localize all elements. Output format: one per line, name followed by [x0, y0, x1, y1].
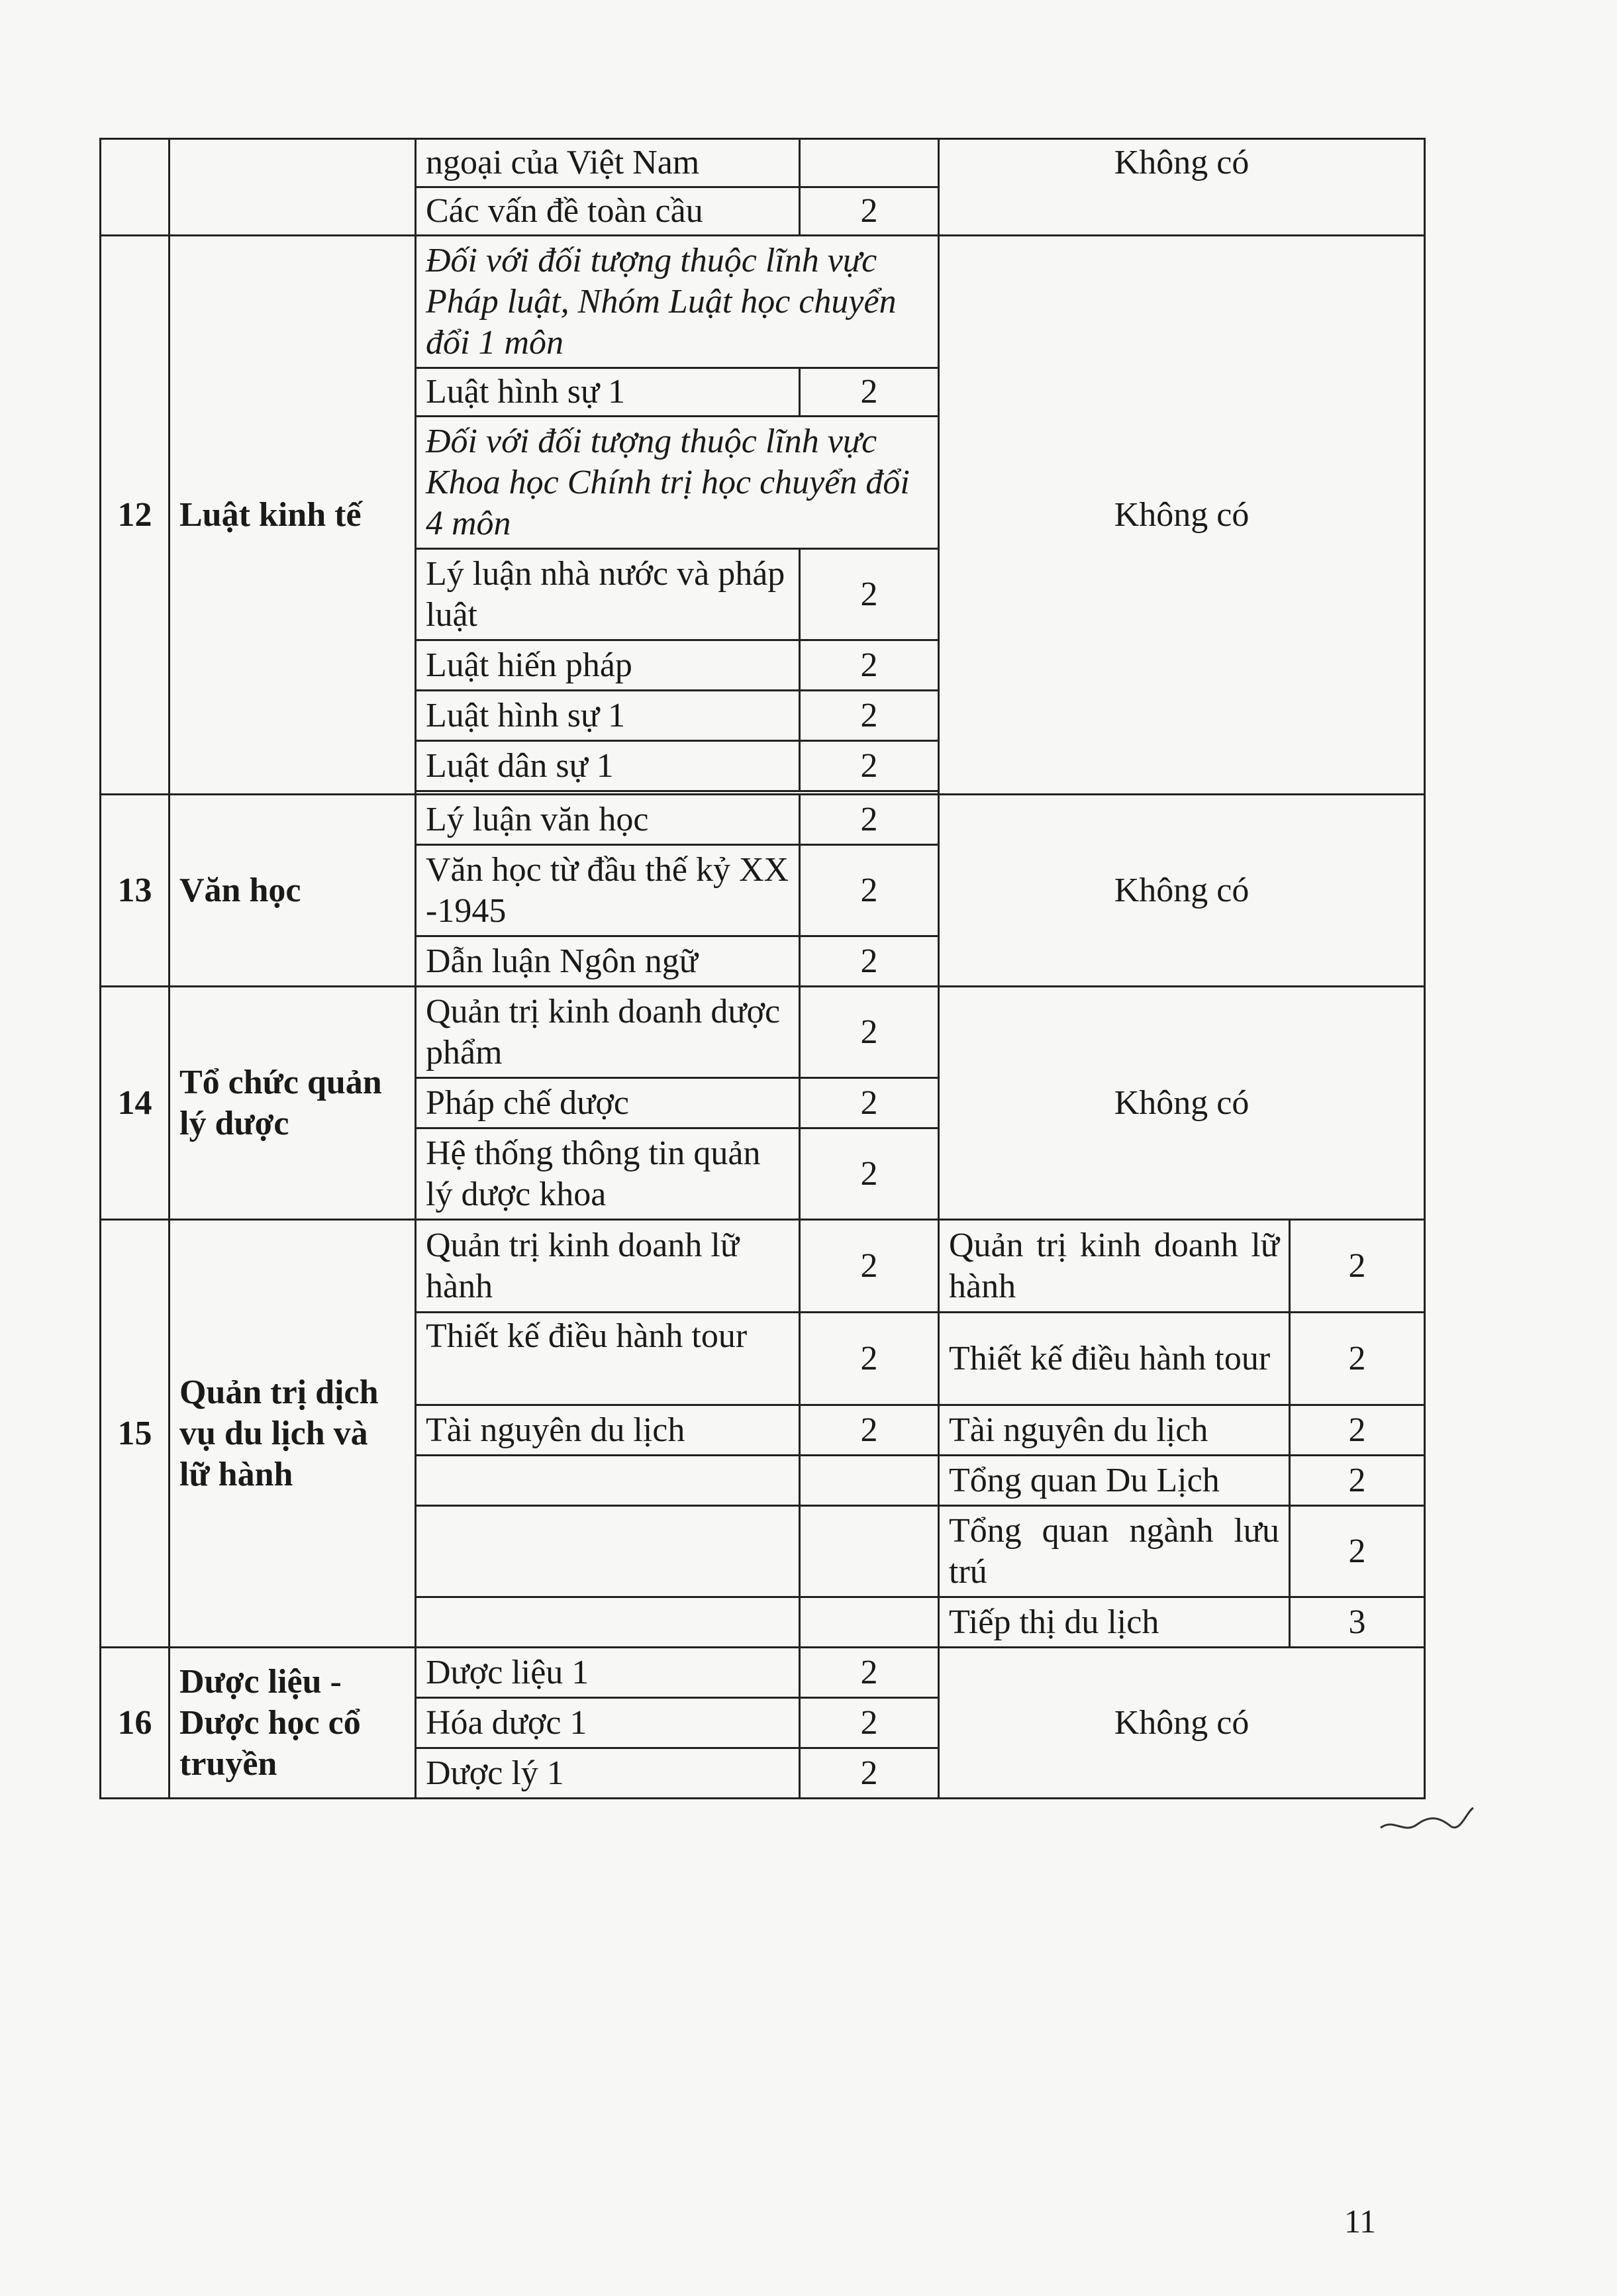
course-cell: Hệ thống thông tin quản lý dược khoa — [416, 1128, 800, 1220]
credits-cell: 2 — [800, 187, 939, 236]
course-cell: Hóa dược 1 — [416, 1698, 800, 1748]
course-cell: Quản trị kinh doanh dược phẩm — [416, 987, 800, 1078]
major-cell: Luật kinh tế — [170, 236, 416, 795]
credits-cell: 2 — [800, 845, 939, 936]
credits-cell: 2 — [800, 1078, 939, 1128]
course-cell — [416, 1506, 800, 1597]
stt-cell — [101, 139, 170, 236]
note-cell: Không có — [939, 1648, 1425, 1799]
credits-cell-alt: 2 — [1290, 1506, 1425, 1597]
stt-cell: 14 — [101, 987, 170, 1220]
group-heading-cell: Đối với đối tượng thuộc lĩnh vực Khoa học Chính trị học chuyển đổi 4 môn — [416, 417, 939, 549]
stt-cell: 13 — [101, 795, 170, 987]
major-cell: Tổ chức quản lý dược — [170, 987, 416, 1220]
course-cell: Luật hình sự 1 — [416, 691, 800, 741]
course-cell: Thiết kế điều hành tour — [416, 1313, 800, 1405]
note-cell: Không có — [939, 139, 1425, 236]
course-cell: Pháp chế dược — [416, 1078, 800, 1128]
credits-cell: 2 — [800, 1220, 939, 1313]
credits-cell: 2 — [800, 936, 939, 987]
course-cell: Dược lý 1 — [416, 1748, 800, 1799]
course-cell: Văn học từ đầu thế kỷ XX -1945 — [416, 845, 800, 936]
note-cell: Không có — [939, 795, 1425, 987]
course-cell-alt: Thiết kế điều hành tour — [939, 1313, 1290, 1405]
credits-cell — [800, 1456, 939, 1506]
credits-cell-alt: 3 — [1290, 1597, 1425, 1648]
signature-initial — [1377, 1798, 1477, 1838]
credits-cell: 2 — [800, 549, 939, 640]
curriculum-table — [99, 138, 1426, 1799]
credits-cell: 2 — [800, 1313, 939, 1405]
course-cell: Dược liệu 1 — [416, 1648, 800, 1698]
major-cell: Dược liệu - Dược học cổ truyền — [170, 1648, 416, 1799]
credits-cell: 2 — [800, 640, 939, 691]
credits-cell: 2 — [800, 741, 939, 791]
course-cell — [416, 1456, 800, 1506]
credits-cell: 2 — [800, 795, 939, 845]
table-row — [101, 987, 1425, 1078]
course-cell-alt: Quản trị kinh doanh lữ hành — [939, 1220, 1290, 1313]
major-cell: Quản trị dịch vụ du lịch và lữ hành — [170, 1220, 416, 1648]
credits-cell — [800, 139, 939, 187]
course-cell-alt: Tài nguyên du lịch — [939, 1405, 1290, 1456]
stt-cell: 12 — [101, 236, 170, 795]
table-row — [101, 139, 1425, 187]
table-row — [101, 1648, 1425, 1698]
note-cell: Không có — [939, 236, 1425, 795]
course-cell: Tài nguyên du lịch — [416, 1405, 800, 1456]
note-cell: Không có — [939, 987, 1425, 1220]
credits-cell — [800, 1506, 939, 1597]
page-number: 11 — [1344, 2203, 1377, 2240]
credits-cell: 2 — [800, 1748, 939, 1799]
course-cell: Các vấn đề toàn cầu — [416, 187, 800, 236]
course-cell: Luật dân sự 1 — [416, 741, 800, 791]
credits-cell: 2 — [800, 1128, 939, 1220]
course-cell-alt: Tổng quan Du Lịch — [939, 1456, 1290, 1506]
course-cell: Lý luận nhà nước và pháp luật — [416, 549, 800, 640]
table-row — [101, 236, 1425, 368]
group-heading-cell: Đối với đối tượng thuộc lĩnh vực Pháp luật, Nhóm Luật học chuyển đổi 1 môn — [416, 236, 939, 368]
credits-cell: 2 — [800, 691, 939, 741]
credits-cell: 2 — [800, 1405, 939, 1456]
course-cell: ngoại của Việt Nam — [416, 139, 800, 187]
course-cell — [416, 1597, 800, 1648]
stt-cell: 16 — [101, 1648, 170, 1799]
course-cell: Quản trị kinh doanh lữ hành — [416, 1220, 800, 1313]
credits-cell: 2 — [800, 368, 939, 417]
table-row — [101, 795, 1425, 845]
course-cell: Dẫn luận Ngôn ngữ — [416, 936, 800, 987]
credits-cell: 2 — [800, 1648, 939, 1698]
credits-cell: 2 — [800, 1698, 939, 1748]
course-cell: Luật hình sự 1 — [416, 368, 800, 417]
table-row — [101, 1220, 1425, 1313]
credits-cell: 2 — [800, 987, 939, 1078]
course-cell-alt: Tiếp thị du lịch — [939, 1597, 1290, 1648]
credits-cell-alt: 2 — [1290, 1405, 1425, 1456]
credits-cell — [800, 1597, 939, 1648]
credits-cell-alt: 2 — [1290, 1313, 1425, 1405]
course-cell: Luật hiến pháp — [416, 640, 800, 691]
stt-cell: 15 — [101, 1220, 170, 1648]
credits-cell-alt: 2 — [1290, 1220, 1425, 1313]
credits-cell-alt: 2 — [1290, 1456, 1425, 1506]
major-cell: Văn học — [170, 795, 416, 987]
major-cell — [170, 139, 416, 236]
course-cell-alt: Tổng quan ngành lưu trú — [939, 1506, 1290, 1597]
course-cell: Lý luận văn học — [416, 795, 800, 845]
